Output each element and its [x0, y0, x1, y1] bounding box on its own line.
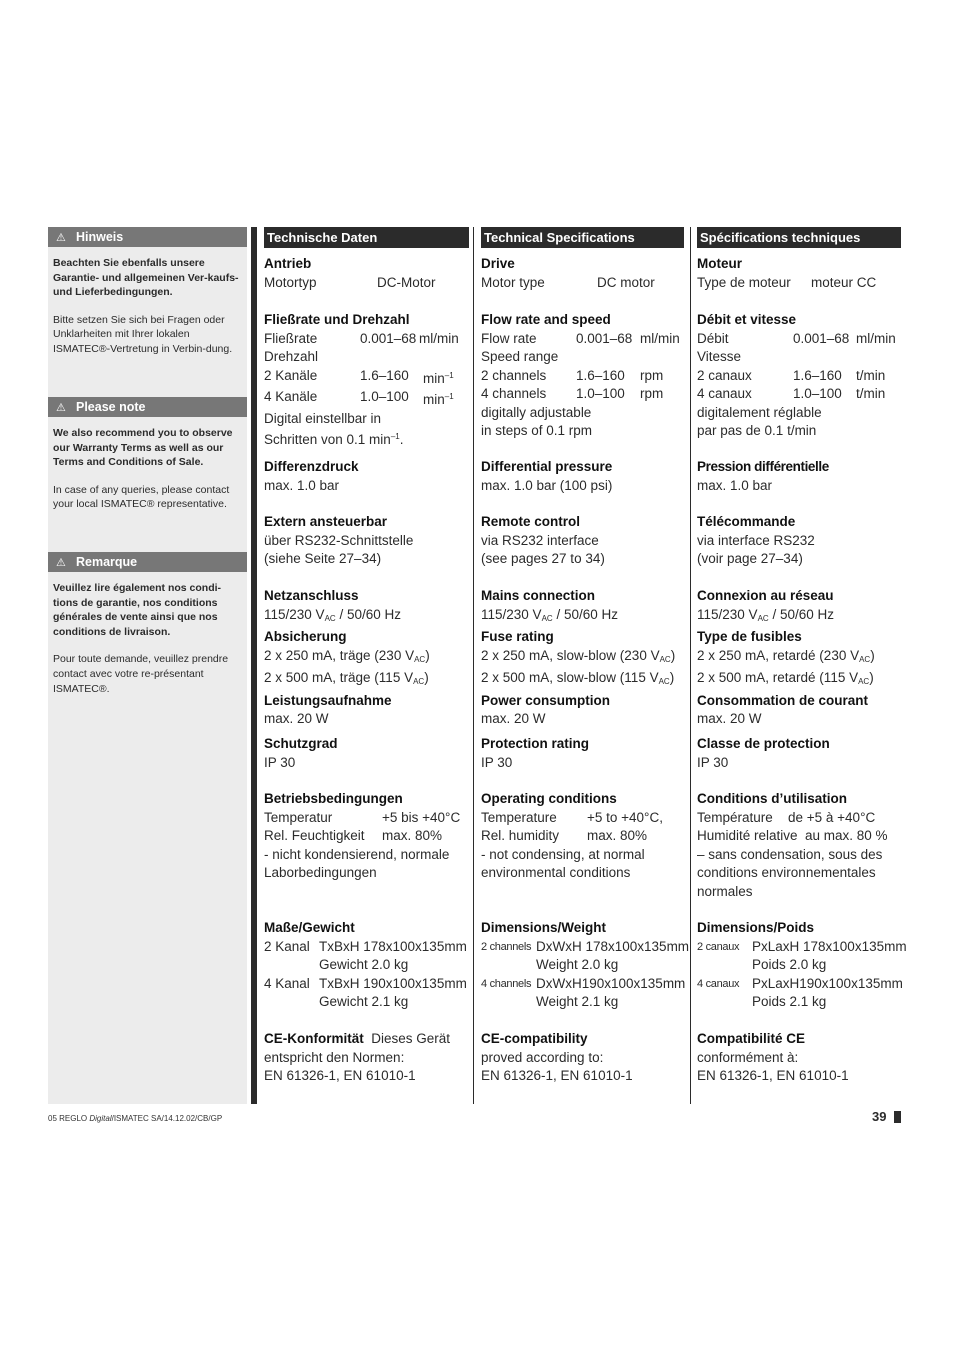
footer-reference: 05 REGLO Digital/ISMATEC SA/14.12.02/CB/GP: [48, 1114, 223, 1123]
please-note-text: In case of any queries, please contact your local ISMATEC® representative.: [53, 483, 230, 511]
page-marker: [894, 1111, 901, 1123]
drive-section: Moteur Type de moteur moteur CC: [697, 256, 877, 290]
remarque-heading: ⚠ Remarque: [48, 552, 247, 572]
mains-section: Netzanschluss 115/230 $V_{AC} / 50/60$ Hz Absicherung 2 x 250 mA, träge (230 $V_{AC}$) 2 x 500 mA, träge (115 $V_{AC}$) Leistungsaufnahme max. 20 W: [264, 588, 430, 726]
column-german: [264, 227, 469, 1083]
remarque-block: [48, 552, 247, 696]
column-title: Spécifications techniques: [697, 227, 901, 248]
operating-section: Conditions d’utilisation Température de +5 à +40°C Humidité relative au max. 80 % – sans condensation, sous des conditions environnementales normales: [697, 791, 888, 899]
ce-section: Compatibilité CE conformément à: EN 61326-1, EN 61010-1: [697, 1031, 849, 1083]
column-divider-thick: [251, 227, 257, 1104]
warning-icon: ⚠: [56, 232, 66, 244]
please-note-block: [48, 397, 247, 512]
flow-section: Flow rate and speed Flow rate 0.001–68 ml/min Speed range 2 channels 1.6–160 rpm 4 channels 1.0–100 rpm digitally adjustable in steps of 0.1 rpm: [481, 312, 680, 438]
column-title: Technische Daten: [264, 227, 469, 248]
ce-section: CE-compatibility proved according to: EN 61326-1, EN 61010-1: [481, 1031, 633, 1083]
operating-section: Operating conditions Temperature +5 to +40°C, Rel. humidity max. 80% - not condensing, at normal environmental conditions: [481, 791, 663, 880]
column-french: [697, 227, 907, 1083]
drive-section: Antrieb Motortyp DC-Motor: [264, 256, 436, 290]
protection-section: Classe de protection IP 30: [697, 736, 830, 770]
dimensions-section: Dimensions/Weight 2 channels DxWxH 178x100x135mm Weight 2.0 kg 4 channels DxWxH190x100x135mm Weight 2.1 kg: [481, 920, 690, 1009]
hinweis-text: Bitte setzen Sie sich bei Fragen oder Unklarheiten mit Ihrer lokalen ISMATEC®-Vertretung in Verbin-dung.: [53, 313, 233, 355]
protection-section: Schutzgrad IP 30: [264, 736, 338, 770]
column-english: [481, 227, 690, 1083]
warning-icon: ⚠: [56, 402, 66, 414]
warning-icon: ⚠: [56, 557, 66, 569]
notes-sidebar: [48, 227, 247, 1104]
pressure-section: Pression différentielle max. 1.0 bar: [697, 459, 829, 493]
please-note-bold-text: We also recommend you to observe our Warranty Terms as well as our Terms and Conditions of Sale.: [53, 427, 233, 469]
remote-section: Extern ansteuerbar über RS232-Schnittstelle (siehe Seite 27–34): [264, 514, 414, 566]
remote-section: Télécommande via interface RS232 (voir page 27–34): [697, 514, 815, 566]
flow-section: Fließrate und Drehzahl Fließrate 0.001–68 ml/min Drehzahl 2 Kanäle 1.6–160 $\min^{-1}$ 4 Kanäle 1.0–100 $\min^{-1}$ Digital einstellbar in Schritten von 0.1 $\min^{-1}$.: [264, 312, 459, 447]
operating-section: Betriebsbedingungen Temperatur +5 bis +40°C Rel. Feuchtigkeit max. 80% - nicht kondensierend, normale Laborbedingungen: [264, 791, 461, 880]
remarque-text: Pour toute demande, veuillez prendre contact avec votre re-présentant ISMATEC®.: [53, 653, 229, 695]
hinweis-block: [48, 227, 247, 357]
pressure-section: Differenzdruck max. 1.0 bar: [264, 459, 359, 493]
remote-section: Remote control via RS232 interface (see pages 27 to 34): [481, 514, 605, 566]
mains-section: Mains connection 115/230 $V_{AC} / 50/60$ Hz Fuse rating 2 x 250 mA, slow-blow (230 $V_{AC}$) 2 x 500 mA, slow-blow (115 $V_{AC}$) Power consumption max. 20 W: [481, 588, 676, 726]
mains-section: Connexion au réseau 115/230 $V_{AC} / 50/60$ Hz Type de fusibles 2 x 250 mA, retardé (230 $V_{AC}$) 2 x 500 mA, retardé (115 $V_{AC}$) Consommation de courant max. 20 W: [697, 588, 875, 726]
dimensions-section: Dimensions/Poids 2 canaux PxLaxH 178x100x135mm Poids 2.0 kg 4 canaux PxLaxH190x100x135mm Poids 2.1 kg: [697, 920, 907, 1009]
dimensions-section: Maße/Gewicht 2 Kanal TxBxH 178x100x135mm Gewicht 2.0 kg 4 Kanal TxBxH 190x100x135mm Gewicht 2.1 kg: [264, 920, 467, 1009]
please-note-heading: ⚠ Please note: [48, 397, 247, 417]
ce-section: CE-Konformität Dieses Gerät entspricht den Normen: EN 61326-1, EN 61010-1: [264, 1031, 451, 1083]
flow-section: Débit et vitesse Débit 0.001–68 ml/min Vitesse 2 canaux 1.6–160 t/min 4 canaux 1.0–100 t/min digitalement réglable par pas de 0.1 t/min: [697, 312, 896, 438]
pressure-section: Differential pressure max. 1.0 bar (100 psi): [481, 459, 613, 493]
drive-section: Drive Motor type DC motor: [481, 256, 655, 290]
hinweis-bold-text: Beachten Sie ebenfalls unsere Garantie- und allgemeinen Ver-kaufs- und Lieferbedingungen.: [53, 257, 239, 299]
hinweis-heading: ⚠ Hinweis: [48, 227, 247, 247]
protection-section: Protection rating IP 30: [481, 736, 590, 770]
page-number: 39: [872, 1109, 887, 1124]
remarque-bold-text: Veuillez lire également nos condi-tions de garantie, nos conditions générales de vente ainsi que nos conditions de livraison.: [53, 582, 222, 638]
column-title: Technical Specifications: [481, 227, 684, 248]
